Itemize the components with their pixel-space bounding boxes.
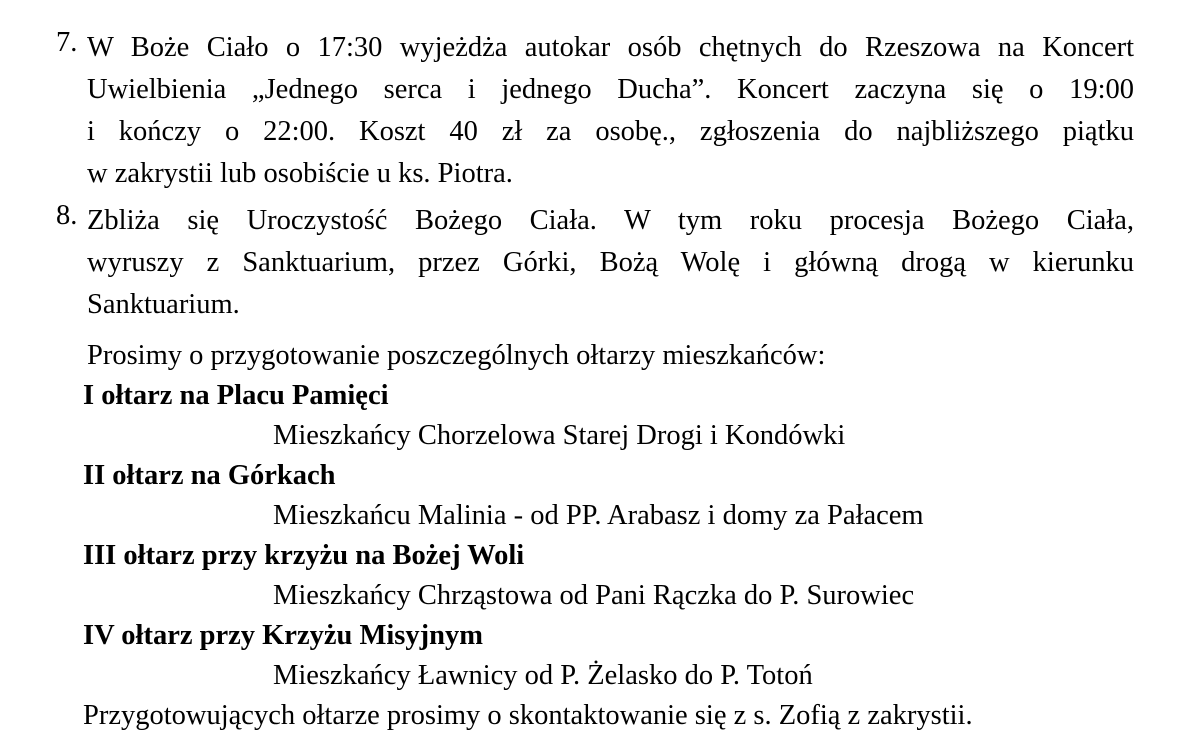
altar-1-residents: Mieszkańcy Chorzelowa Starej Drogi i Kondówki <box>273 420 846 451</box>
text-line: w zakrystii lub osobiście u ks. Piotra. <box>87 158 513 189</box>
item-8-text <box>87 200 1134 326</box>
text-line: Uwielbienia „Jednego serca i jednego Ducha”. Koncert zaczyna się o 19:00 <box>87 74 1134 105</box>
text-line: W Boże Ciało o 17:30 wyjeżdża autokar osób chętnych do Rzeszowa na Koncert <box>87 32 1134 63</box>
item-number: 7. <box>56 27 78 58</box>
item-7-text <box>87 27 1134 195</box>
text-line: Zbliża się Uroczystość Bożego Ciała. W tym roku procesja Bożego Ciała, <box>87 205 1134 236</box>
altar-3-residents: Mieszkańcy Chrząstowa od Pani Rączka do P. Surowiec <box>273 580 915 611</box>
announcement-item-7 <box>56 27 1134 195</box>
announcement-item-8 <box>56 200 1134 326</box>
altar-1-title: I ołtarz na Placu Pamięci <box>83 380 389 411</box>
altar-request-text: Prosimy o przygotowanie poszczególnych ołtarzy mieszkańców: <box>87 340 826 371</box>
altar-4-title: IV ołtarz przy Krzyżu Misyjnym <box>83 620 483 651</box>
altar-2-residents: Mieszkańcu Malinia - od PP. Arabasz i domy za Pałacem <box>273 500 924 531</box>
text-line: wyruszy z Sanktuarium, przez Górki, Bożą Wolę i główną drogą w kierunku <box>87 247 1134 278</box>
altar-4-residents: Mieszkańcy Ławnicy od P. Żelasko do P. Totoń <box>273 660 813 691</box>
item-number: 8. <box>56 200 78 231</box>
altar-3-title: III ołtarz przy krzyżu na Bożej Woli <box>83 540 525 571</box>
text-line: Sanktuarium. <box>87 289 240 320</box>
altar-2-title: II ołtarz na Górkach <box>83 460 336 491</box>
text-line: i kończy o 22:00. Koszt 40 zł za osobę., zgłoszenia do najbliższego piątku <box>87 116 1134 147</box>
closing-text: Przygotowujących ołtarze prosimy o skontaktowanie się z s. Zofią z zakrystii. <box>83 700 973 731</box>
